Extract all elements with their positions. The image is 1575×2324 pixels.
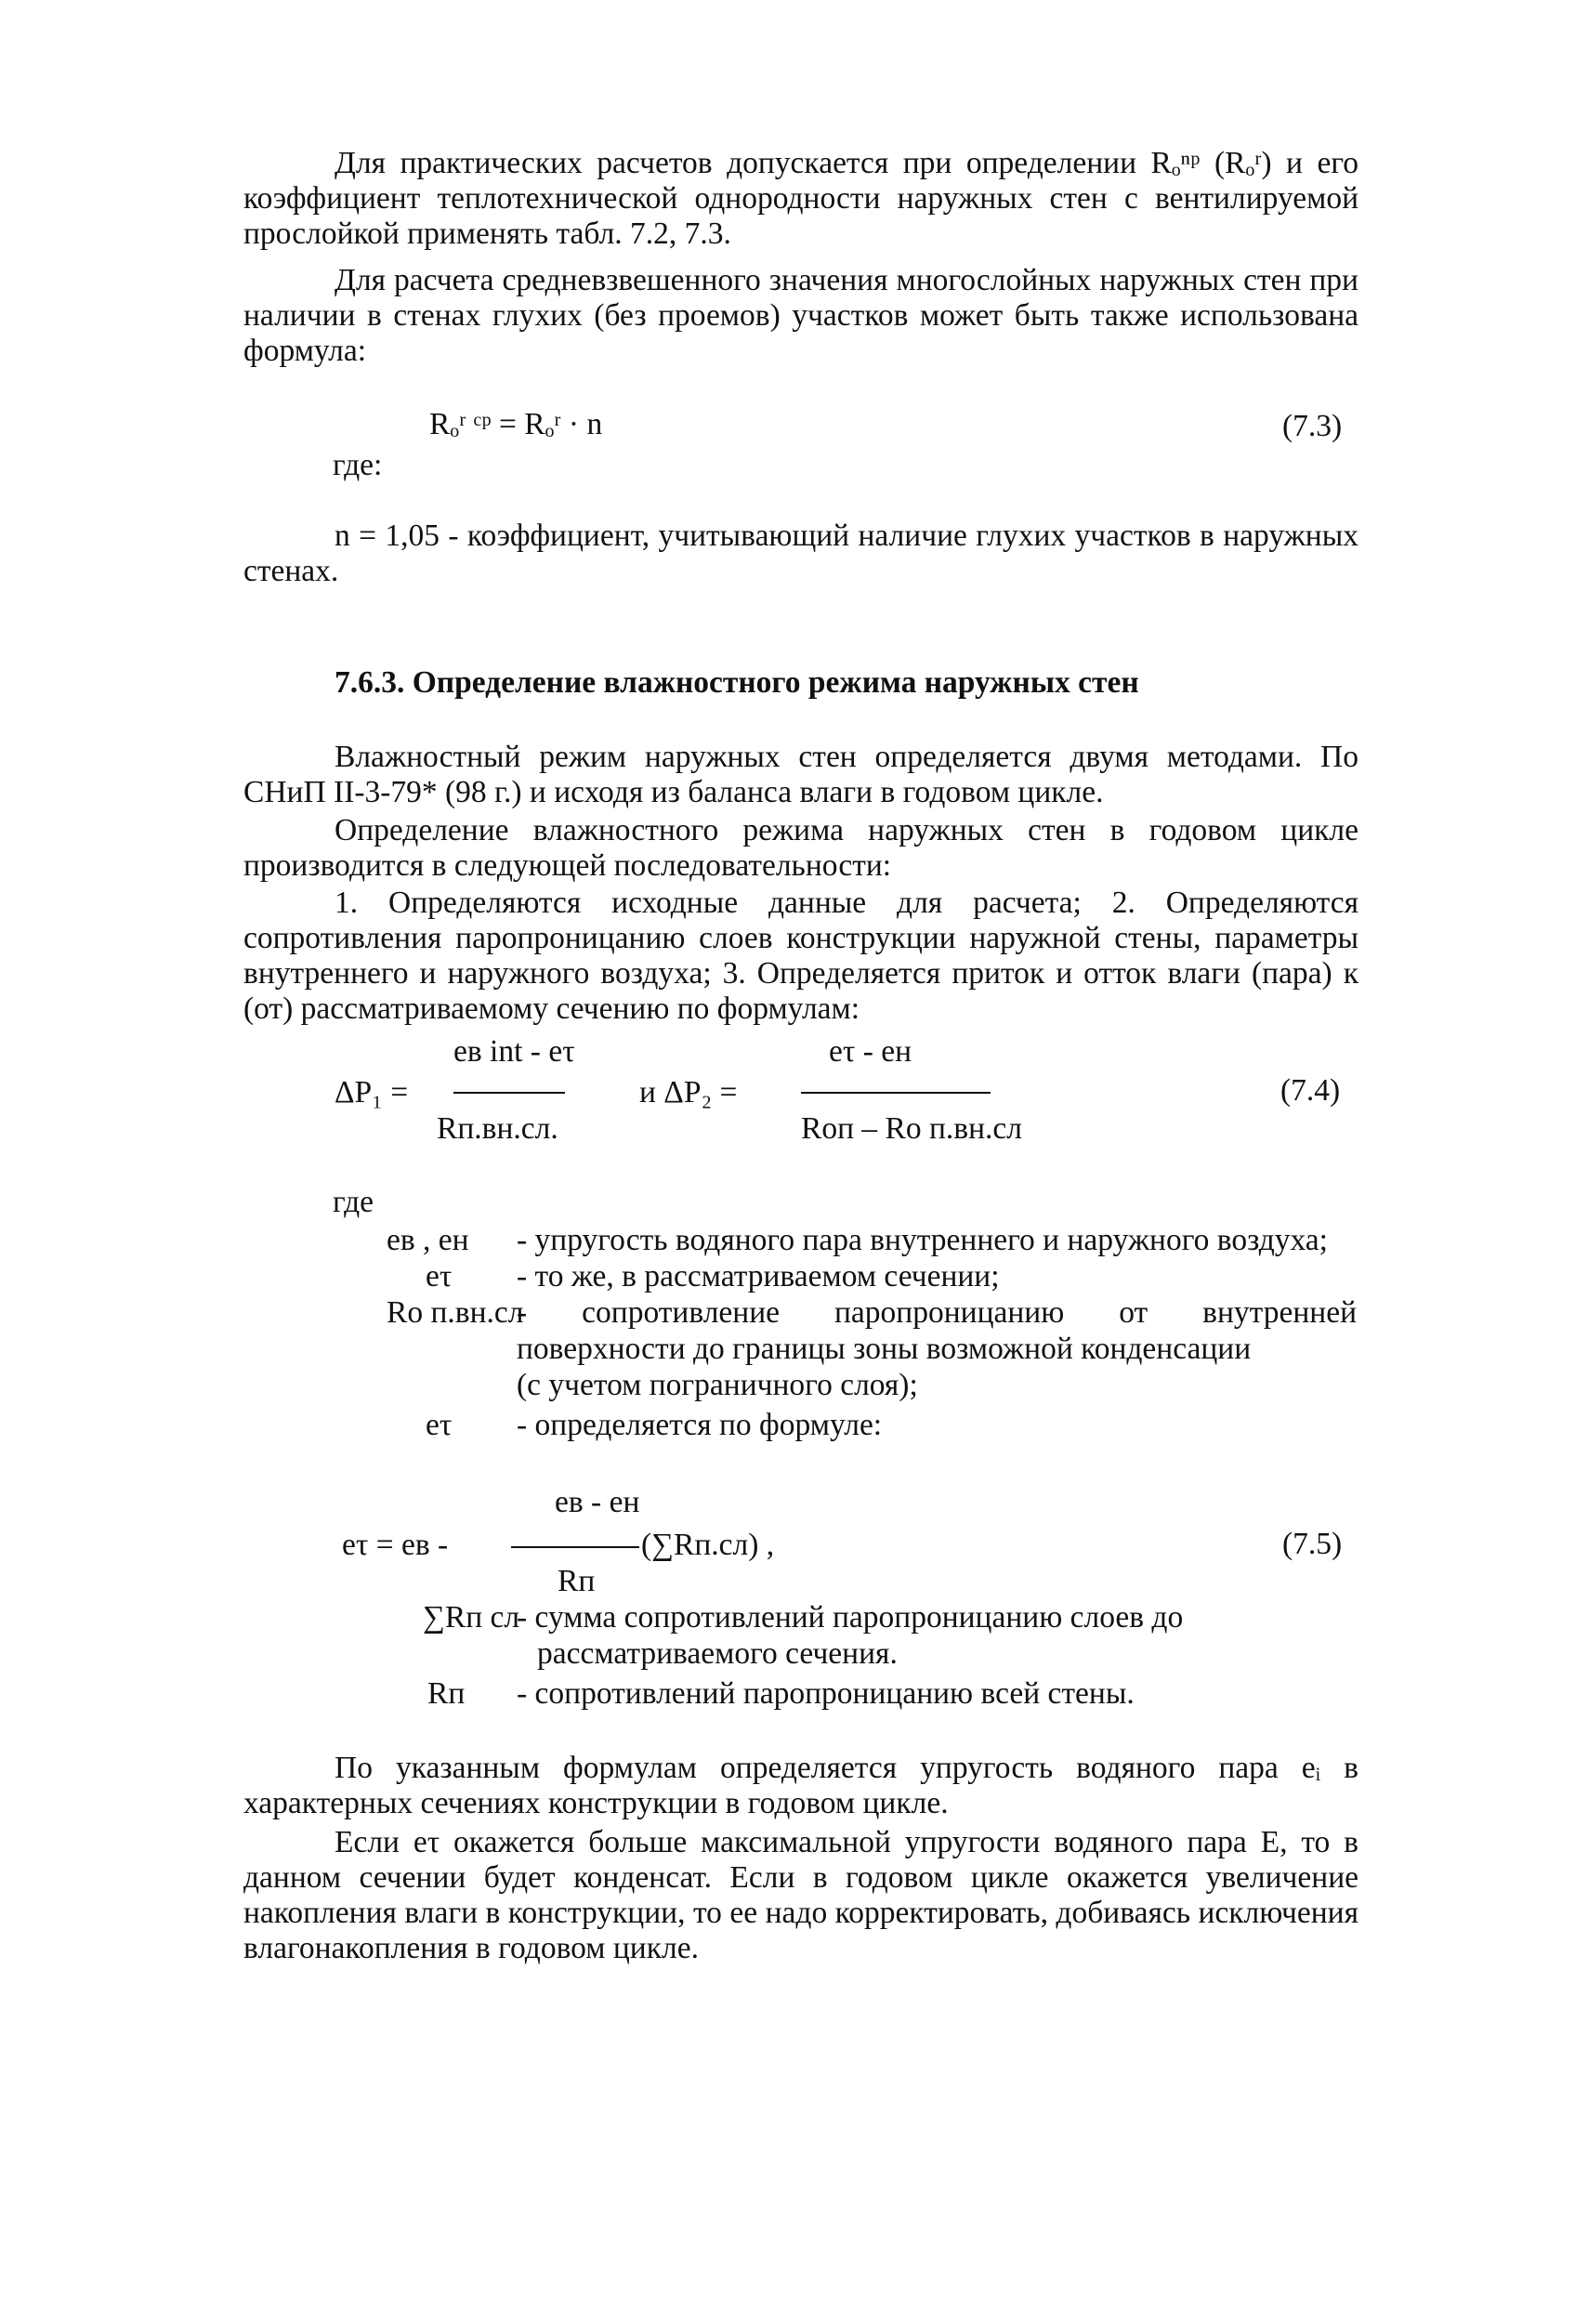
paragraph-6: 1. Определяются исходные данные для расчета; 2. Определяются сопротивления паропроницанию слоев конструкции наружной стены, параметры внутреннего и наружного воздуха; 3. Определяется приток и отток влаги (пара) к (от) рассматриваемому сечению по формулам:: [243, 886, 1358, 1026]
paragraph-8: Если eτ окажется больше максимальной упругости водяного пара E, то в данном сечении будет конденсат. Если в годовом цикле окажется увеличение накопления влаги в конструкции, то ее надо корректировать, добиваясь исключения влагонакопления в годовом цикле.: [243, 1825, 1358, 1965]
section-heading: 7.6.3. Определение влажностного режима наружных стен: [335, 665, 1139, 700]
paragraph-4: Влажностный режим наружных стен определяется двумя методами. По СНиП II-3-79* (98 г.) и исходя из баланса влаги в годовом цикле.: [243, 740, 1358, 809]
formula-7-4-num2: eτ - eн: [829, 1034, 912, 1069]
def-text: - сопротивлений паропроницанию всей стены.: [517, 1676, 1135, 1711]
def-symbol: Rо п.вн.сл: [387, 1295, 524, 1330]
formula-7-4-conj: и ΔP₂ =: [639, 1075, 738, 1109]
where-label-2: где: [333, 1185, 374, 1219]
formula-7-3-number: (7.3): [1282, 409, 1343, 443]
formula-7-4-den1: Rп.вн.сл.: [437, 1111, 558, 1146]
paragraph-1: Для практических расчетов допускается при определении Rₒⁿᵖ (Rₒʳ) и его коэффициент теплотехнической однородности наружных стен с вентилируемой прослойкой применять табл. 7.2, 7.3.: [243, 146, 1358, 251]
formula-7-5-lhs: eτ = eв -: [342, 1528, 449, 1562]
def-text: - определяется по формуле:: [517, 1408, 883, 1442]
paragraph-7: По указанным формулам определяется упругость водяного пара eᵢ в характерных сечениях конструкции в годовом цикле.: [243, 1751, 1358, 1820]
formula-7-5-number: (7.5): [1282, 1527, 1343, 1561]
def-symbol: eτ: [426, 1259, 453, 1293]
def-symbol: eτ: [426, 1408, 453, 1442]
formula-7-4-den2: Rоп – Rо п.вн.сл: [801, 1111, 1023, 1146]
formula-7-4-num1: eв int - eτ: [453, 1034, 575, 1069]
formula-7-4-lhs: ΔP₁ =: [335, 1075, 409, 1109]
def-text: (с учетом пограничного слоя);: [517, 1368, 918, 1402]
paragraph-2: Для расчета средневзвешенного значения многослойных наружных стен при наличии в стенах глухих (без проемов) участков может быть также использована формула:: [243, 263, 1358, 368]
def-symbol: ∑Rп сл: [423, 1600, 520, 1635]
def-text: - сопротивление паропроницанию от внутренней: [517, 1295, 1357, 1330]
where-label: где:: [333, 448, 383, 482]
def-symbol: Rп: [427, 1676, 466, 1711]
def-text: поверхности до границы зоны возможной конденсации: [517, 1332, 1252, 1366]
paragraph-5: Определение влажностного режима наружных стен в годовом цикле производится в следующей последовательности:: [243, 813, 1358, 883]
def-text: рассматриваемого сечения.: [537, 1636, 898, 1671]
fraction-bar-3: [511, 1546, 639, 1548]
def-text: - то же, в рассматриваемом сечении;: [517, 1259, 1000, 1293]
paragraph-3: n = 1,05 - коэффициент, учитывающий наличие глухих участков в наружных стенах.: [243, 519, 1358, 588]
fraction-bar-1: [453, 1092, 565, 1094]
formula-7-4-number: (7.4): [1280, 1073, 1341, 1108]
def-symbol: eв , eн: [387, 1223, 469, 1257]
def-text: - сумма сопротивлений паропроницанию слоев до: [517, 1600, 1184, 1635]
formula-7-5-den: Rп: [558, 1564, 596, 1598]
formula-7-5-tail: (∑Rп.сл) ,: [641, 1528, 775, 1562]
fraction-bar-2: [801, 1092, 991, 1094]
def-text: - упругость водяного пара внутреннего и наружного воздуха;: [517, 1223, 1328, 1257]
formula-7-5-num: eв - eн: [555, 1485, 640, 1519]
formula-7-3: Rₒʳ ᶜᵖ = Rₒʳ · n: [429, 407, 603, 441]
